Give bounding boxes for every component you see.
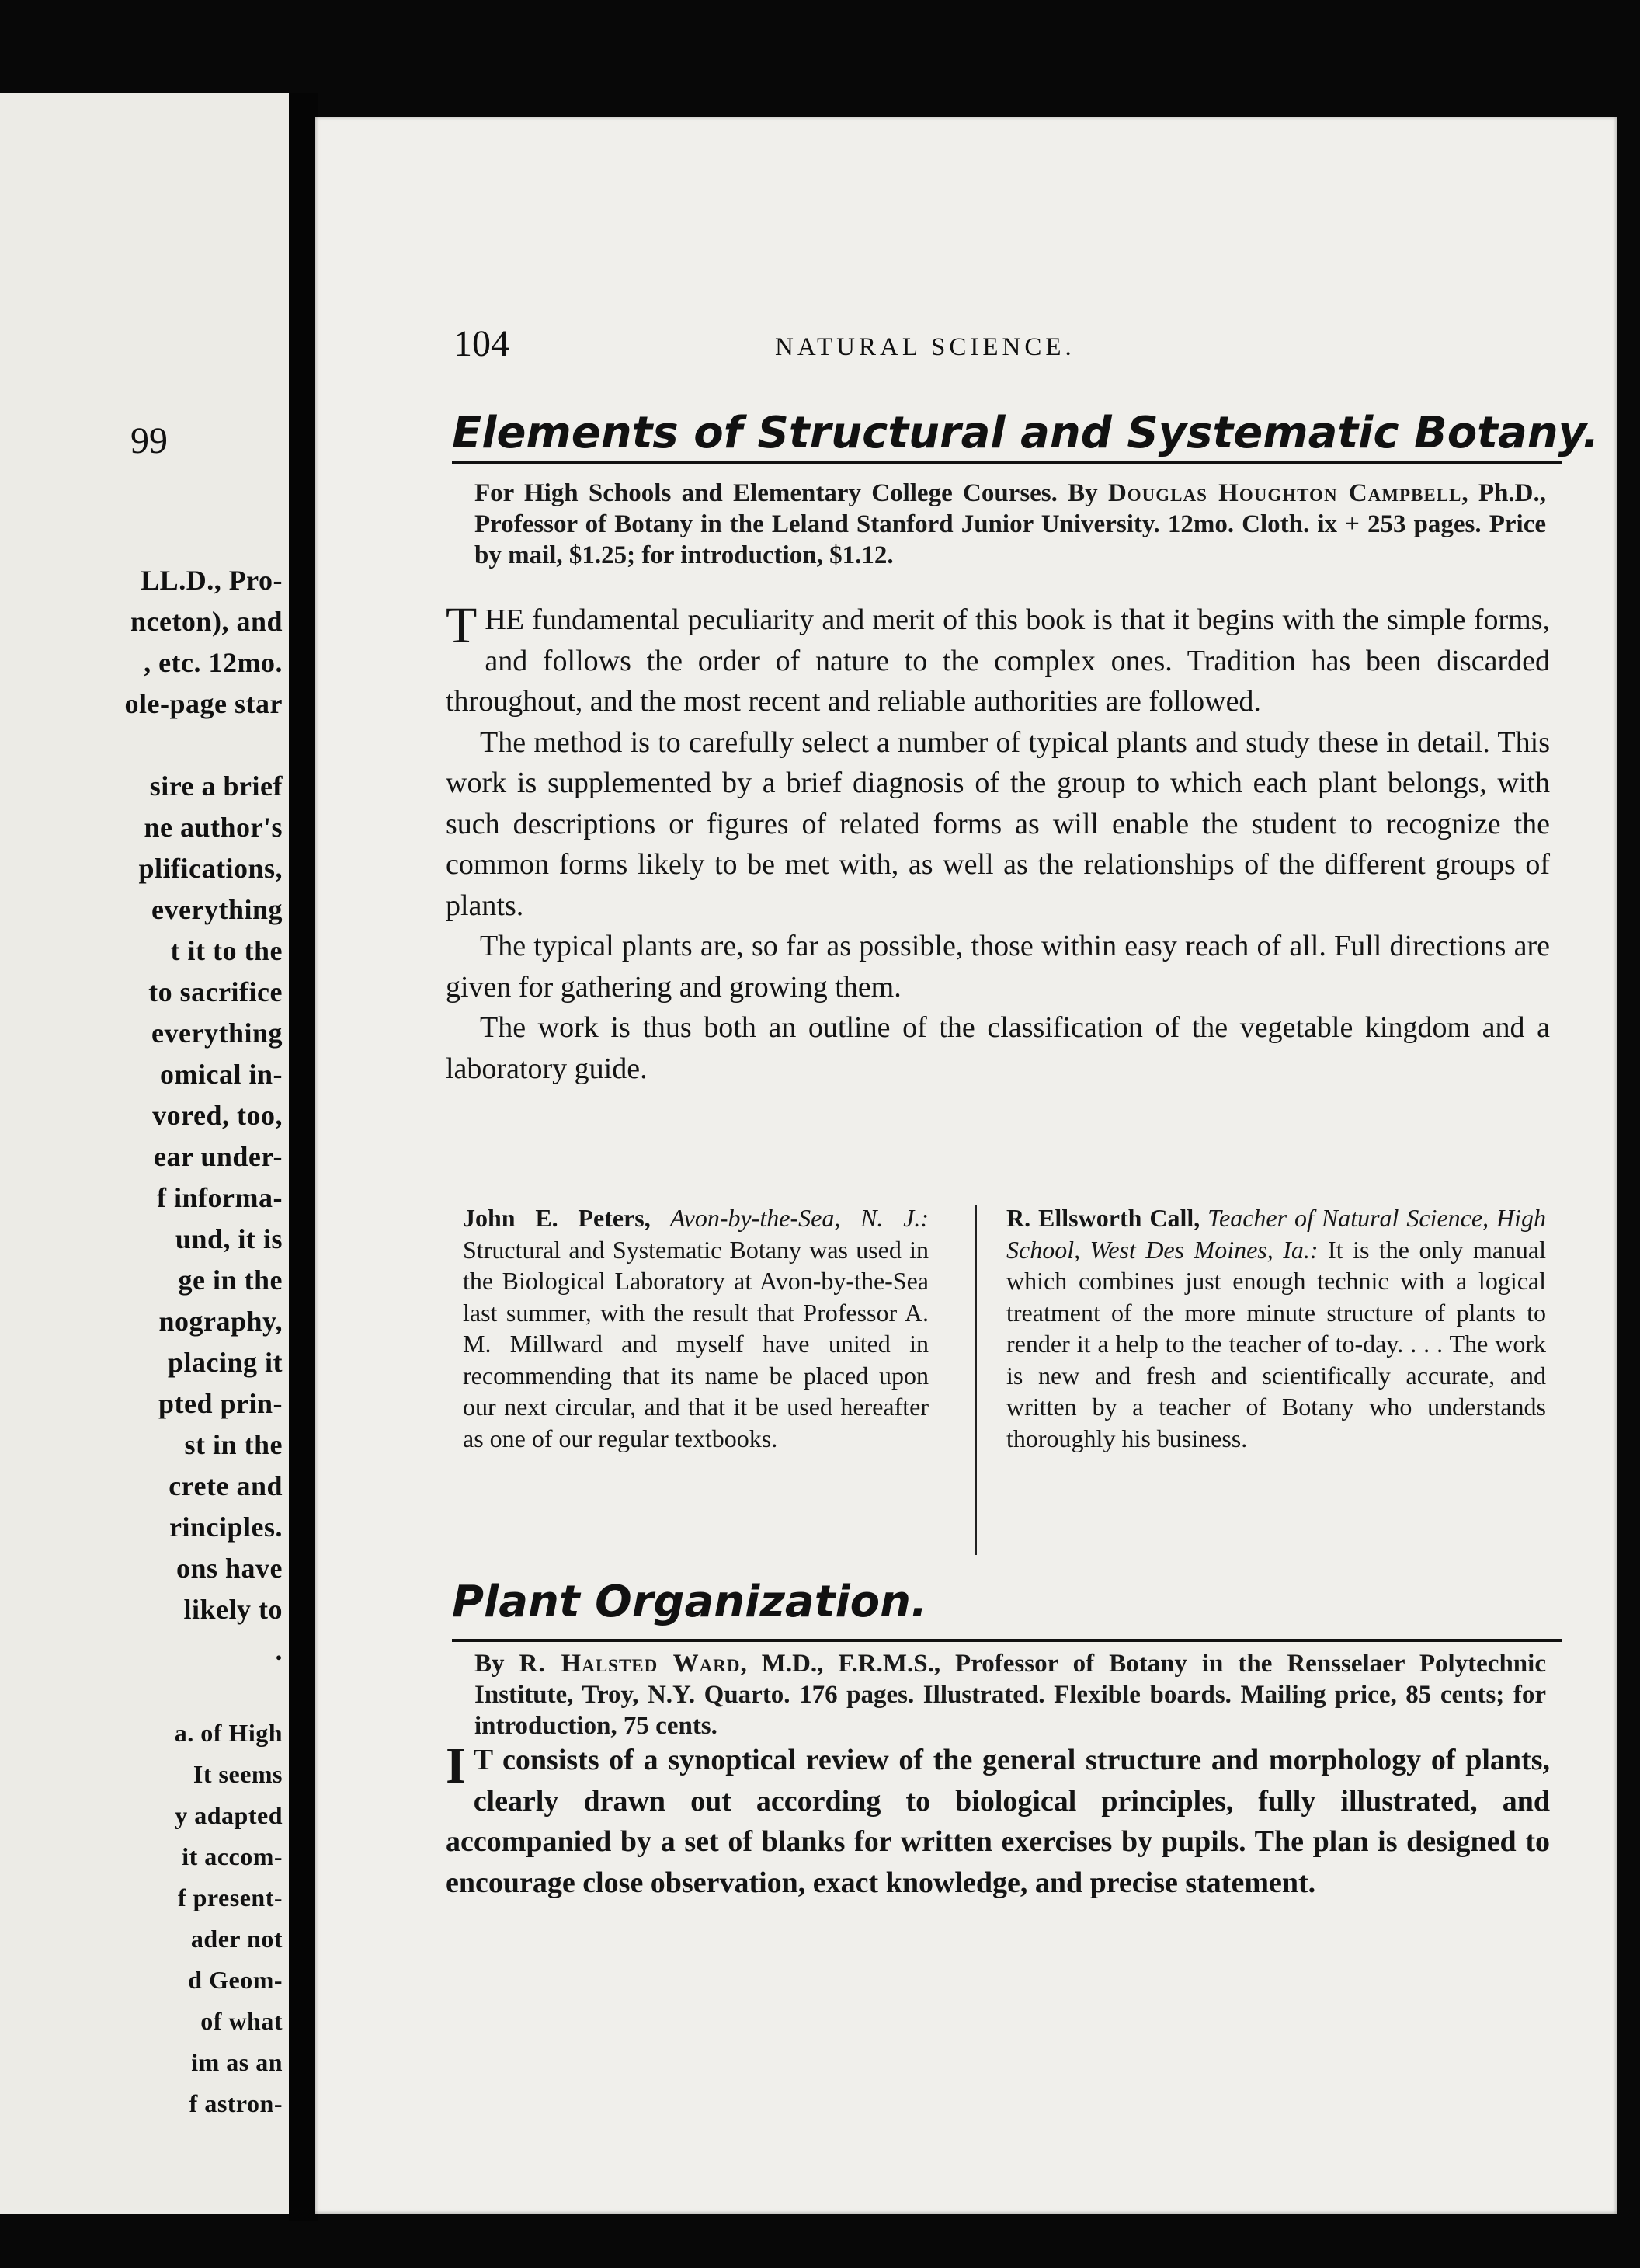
previous-page-line: It seems xyxy=(193,1760,283,1788)
previous-page-line: t it to the xyxy=(170,935,283,966)
paragraph-text: HE fundamental peculiarity and merit of this book is that it begins with the simple forms, and follows the order of nature to the complex ones. Tradition has been discarded throughout, and the most recent and reliable authorities are followed. xyxy=(446,604,1550,718)
testimonial-text: Structural and Systematic Botany was used in the Biological Laboratory at Avon-by-the-Sea last summer, with the result that Professor A. M. Millward and myself have united in recommending that its name be placed upon our next circular, and that it be used hereafter as one of our regular textbooks. xyxy=(463,1235,929,1452)
previous-page-line: im as an xyxy=(191,2048,283,2076)
previous-page-fragment xyxy=(0,93,289,2214)
page-header xyxy=(315,322,1617,377)
paragraph: The work is thus both an outline of the classification of the vegetable kingdom and a laboratory guide. xyxy=(446,1011,1550,1085)
previous-page-line: a. of High xyxy=(174,1719,283,1747)
previous-page-line: likely to xyxy=(183,1594,283,1625)
paragraph: The typical plants are, so far as possible, those within easy reach of all. Full directions are given for gathering and growing them. xyxy=(446,930,1550,1004)
previous-page-line: everything xyxy=(151,894,283,925)
previous-page-line: pted prin- xyxy=(158,1388,283,1419)
previous-page-line: plifications, xyxy=(138,853,283,884)
author-name: R. Halsted Ward xyxy=(519,1650,741,1678)
previous-page-line: vored, too, xyxy=(152,1100,283,1131)
page xyxy=(315,117,1617,2214)
pub-info-details: , Ph.D., Professor of Botany in the Leland Stanford Junior University. 12mo. Cloth. ix + 253 pages. Price by mail, $1.25; for introduction, $1.12. xyxy=(474,479,1546,569)
book-title-botany: Elements of Structural and Systematic Botany. xyxy=(452,408,1562,464)
previous-page-line: it accom- xyxy=(182,1842,283,1870)
previous-page-line: ear under- xyxy=(154,1141,283,1172)
previous-page-line: y adapted xyxy=(175,1801,283,1829)
paragraph xyxy=(446,1740,1550,1903)
testimonial-place: Avon-by-the-Sea, N. J.: xyxy=(650,1204,929,1232)
title-rule xyxy=(452,1639,1562,1642)
previous-page-line: ole-page star xyxy=(124,688,283,719)
publication-info-botany xyxy=(474,478,1546,571)
previous-page-line: nography, xyxy=(158,1306,283,1337)
previous-page-line: ne author's xyxy=(144,812,283,843)
testimonials xyxy=(463,1202,1550,1529)
book-gutter xyxy=(289,93,318,2221)
previous-page-line: ons have xyxy=(175,1553,283,1584)
pub-info-details: , M.D., F.R.M.S., Professor of Botany in the Rensselaer Polytechnic Institute, Troy, N.Y. Quarto. 176 pages. Illustrated. Flexible boards. Mailing price, 85 cents; for introduction, 75 cents. xyxy=(474,1650,1546,1740)
previous-page-line: crete and xyxy=(169,1470,283,1501)
description-botany xyxy=(446,597,1550,1089)
column-divider xyxy=(975,1205,977,1555)
previous-page-line: f informa- xyxy=(157,1182,283,1213)
book-title-plant-organization: Plant Organization. xyxy=(452,1577,928,1627)
previous-page-line: everything xyxy=(151,1017,283,1049)
previous-page-line: f present- xyxy=(177,1884,283,1911)
testimonial-place: Teacher of Natural Science, High School, West Des Moines, Ia.: xyxy=(1006,1204,1546,1264)
previous-page-line: placing it xyxy=(167,1347,283,1378)
previous-page-line: st in the xyxy=(184,1429,283,1460)
previous-page-line: rinciples. xyxy=(169,1511,283,1543)
author-name: Douglas Houghton Campbell xyxy=(1107,479,1462,507)
testimonial-text: It is the only manual which combines just enough technic with a logical treatment of the more minute structure of plants to render it a help to the teacher of to-day. . . . The work is new and fresh and scientifically accurate, and written by a teacher of Botany who understands thoroughly his business. xyxy=(1006,1235,1547,1452)
previous-page-line: to sacrifice xyxy=(148,976,283,1007)
testimonial-name: John E. Peters, xyxy=(463,1204,651,1232)
previous-page-line: LL.D., Pro- xyxy=(141,565,283,596)
paragraph-text: T consists of a synoptical review of the general structure and morphology of plants, clearly drawn out according to biological principles, fully illustrated, and accompanied by a set of blanks for written exercises by pupils. The plan is designed to encourage close observation, exact knowledge, and precise statement. xyxy=(446,1744,1550,1899)
page-number: 104 xyxy=(453,323,509,364)
drop-cap: I xyxy=(446,1738,466,1794)
previous-page-line: . xyxy=(275,1635,283,1666)
publication-info-plant-organization xyxy=(474,1648,1546,1741)
previous-page-line: , etc. 12mo. xyxy=(144,647,283,678)
previous-page-line: d Geom- xyxy=(188,1966,283,1994)
previous-page-line: ge in the xyxy=(178,1264,283,1296)
previous-page-line: f astron- xyxy=(189,2089,283,2117)
paragraph xyxy=(446,597,1550,722)
previous-page-line: ader not xyxy=(190,1925,283,1953)
description-plant-organization xyxy=(446,1740,1550,1903)
previous-page-line: omical in- xyxy=(160,1059,283,1090)
running-title: NATURAL SCIENCE. xyxy=(775,333,1075,361)
pub-info-prefix: For High Schools and Elementary College Courses. By xyxy=(474,479,1108,507)
previous-page-line: und, it is xyxy=(175,1223,283,1254)
paragraph: The method is to carefully select a number of typical plants and study these in detail. This work is supplemented by a brief diagnosis of the group to which each plant belongs, with such descriptions or figures of related forms as will enable the student to recognize the common forms likely to be met with, as well as the relationships of the different groups of plants. xyxy=(446,725,1550,922)
testimonial-peters xyxy=(463,1202,929,1454)
previous-page-line: nceton), and xyxy=(130,606,283,637)
previous-page-number: 99 xyxy=(130,420,168,461)
testimonial-name: R. Ellsworth Call, xyxy=(1006,1204,1200,1232)
pub-info-prefix: By xyxy=(474,1650,519,1678)
previous-page-line: of what xyxy=(200,2007,283,2035)
testimonial-call xyxy=(1006,1202,1546,1454)
previous-page-line: sire a brief xyxy=(149,770,283,802)
drop-cap: T xyxy=(446,597,478,654)
